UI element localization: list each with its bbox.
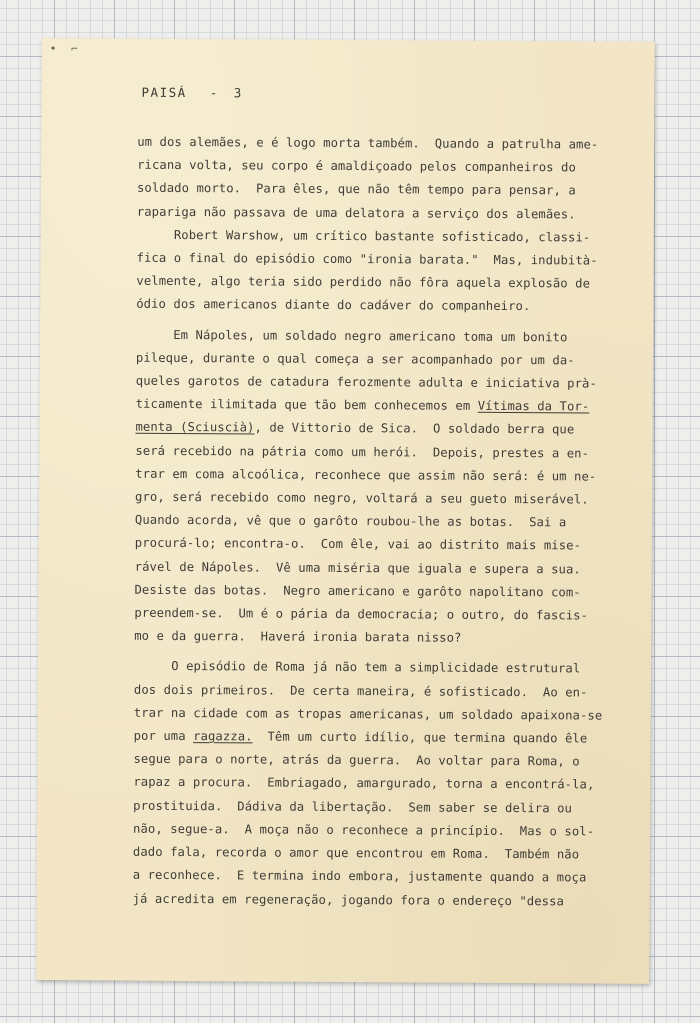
text-line: trar na cidade com as tropas americanas, um soldado apaixona-se: [133, 705, 603, 723]
text-line: trar em coma alcoólica, reconhece que assim não será: é um ne-: [135, 466, 597, 484]
text-line: um dos alemães, e é logo morta também. Quando a patrulha ame-: [137, 134, 599, 152]
text-line: Desiste das botas. Negro americano e garôto napolitano com-: [134, 582, 581, 600]
text-line: [136, 393, 636, 419]
film-title-underlined: menta (Sciuscià): [135, 420, 255, 435]
body-text: [133, 131, 638, 914]
page-number: 3: [233, 85, 243, 101]
text-line: preendem-se. Um é o pária da democracia; o outro, do fascis-: [134, 605, 589, 623]
text-line: pileque, durante o qual começa a ser acompanhado por um da-: [135, 350, 575, 368]
text-line: será recebido na pátria como um herói. Depois, prestes a en-: [135, 443, 590, 461]
text-line: Quando acorda, vê que o garôto roubou-lhe as botas. Sai a: [134, 512, 567, 530]
text-line: rapaz a procura. Embriagado, amargurado, torna a encontrá-la,: [133, 775, 595, 793]
text-line: já acredita em regeneração, jogando fora o endereço "dessa: [132, 891, 565, 908]
text-line: prostituida. Dádiva da libertação. Sem saber se delira ou: [133, 798, 573, 816]
text-line: dos dois primeiros. De certa maneira, é sofisticado. Ao en-: [133, 682, 588, 700]
text-fragment: por uma: [133, 728, 194, 744]
text-line: ódio dos americanos diante do cadáver do companheiro.: [136, 297, 531, 314]
text-fragment: Têm um curto idílio, que termina quando êle: [252, 729, 588, 746]
text-line: [134, 725, 634, 751]
text-line: soldado morto. Para êles, que não têm tempo para pensar, a: [136, 181, 576, 198]
text-line: procurá-lo; encontra-o. Com êle, vai ao distrito mais mise-: [134, 536, 582, 553]
text-fragment: , de Vittorio de Sica. O soldado berra que: [254, 420, 575, 437]
text-line: não, segue-a. A moça não o reconhece a princípio. Mas o sol-: [133, 821, 595, 839]
italian-word-underlined: ragazza.: [193, 729, 253, 744]
text-line: [135, 416, 635, 442]
film-title-underlined: Vítimas da Tor-: [477, 399, 590, 414]
text-line: queles garotos de catadura ferozmente adulta e iniciativa prà-: [135, 373, 597, 391]
text-line: mo e da guerra. Haverá ironia barata nisso?: [134, 628, 462, 645]
text-line: rapariga não passava de uma delatora a serviço dos alemães.: [136, 204, 576, 222]
header-separator: -: [209, 85, 219, 101]
text-line: velmente, algo teria sido perdido não fôra aquela explosão de: [136, 273, 591, 291]
text-line: gro, será recebido como negro, voltará a seu gueto miserável.: [135, 489, 589, 507]
text-line: a reconhece. E termina indo embora, justamente quando a moça: [132, 868, 587, 885]
corner-mark: • ⌐: [49, 42, 82, 56]
page-header: [142, 85, 243, 101]
typewritten-page: [36, 38, 655, 984]
text-fragment: ticamente ilimitada que tão bem conhecemos em: [135, 396, 478, 414]
text-line: ricana volta, seu corpo é amaldiçoado pelos companheiros do: [137, 157, 576, 175]
header-title: PAISÁ: [141, 84, 187, 101]
text-line: dado fala, recorda o amor que encontrou em Roma. Também não: [132, 844, 580, 862]
text-line: rável de Nápoles. Vê uma miséria que iguala e supera a sua.: [134, 559, 581, 577]
text-line: fica o final do episódio como "ironia barata." Mas, indubità-: [136, 250, 598, 268]
text-line: segue para o norte, atrás da guerra. Ao voltar para Roma, o: [133, 751, 580, 769]
text-line: Em Nápoles, um soldado negro americano toma um bonito: [136, 327, 568, 344]
text-line: O episódio de Roma já não tem a simplicidade estrutural: [134, 659, 581, 676]
text-line: Robert Warshow, um crítico bastante sofisticado, classi-: [136, 227, 591, 245]
